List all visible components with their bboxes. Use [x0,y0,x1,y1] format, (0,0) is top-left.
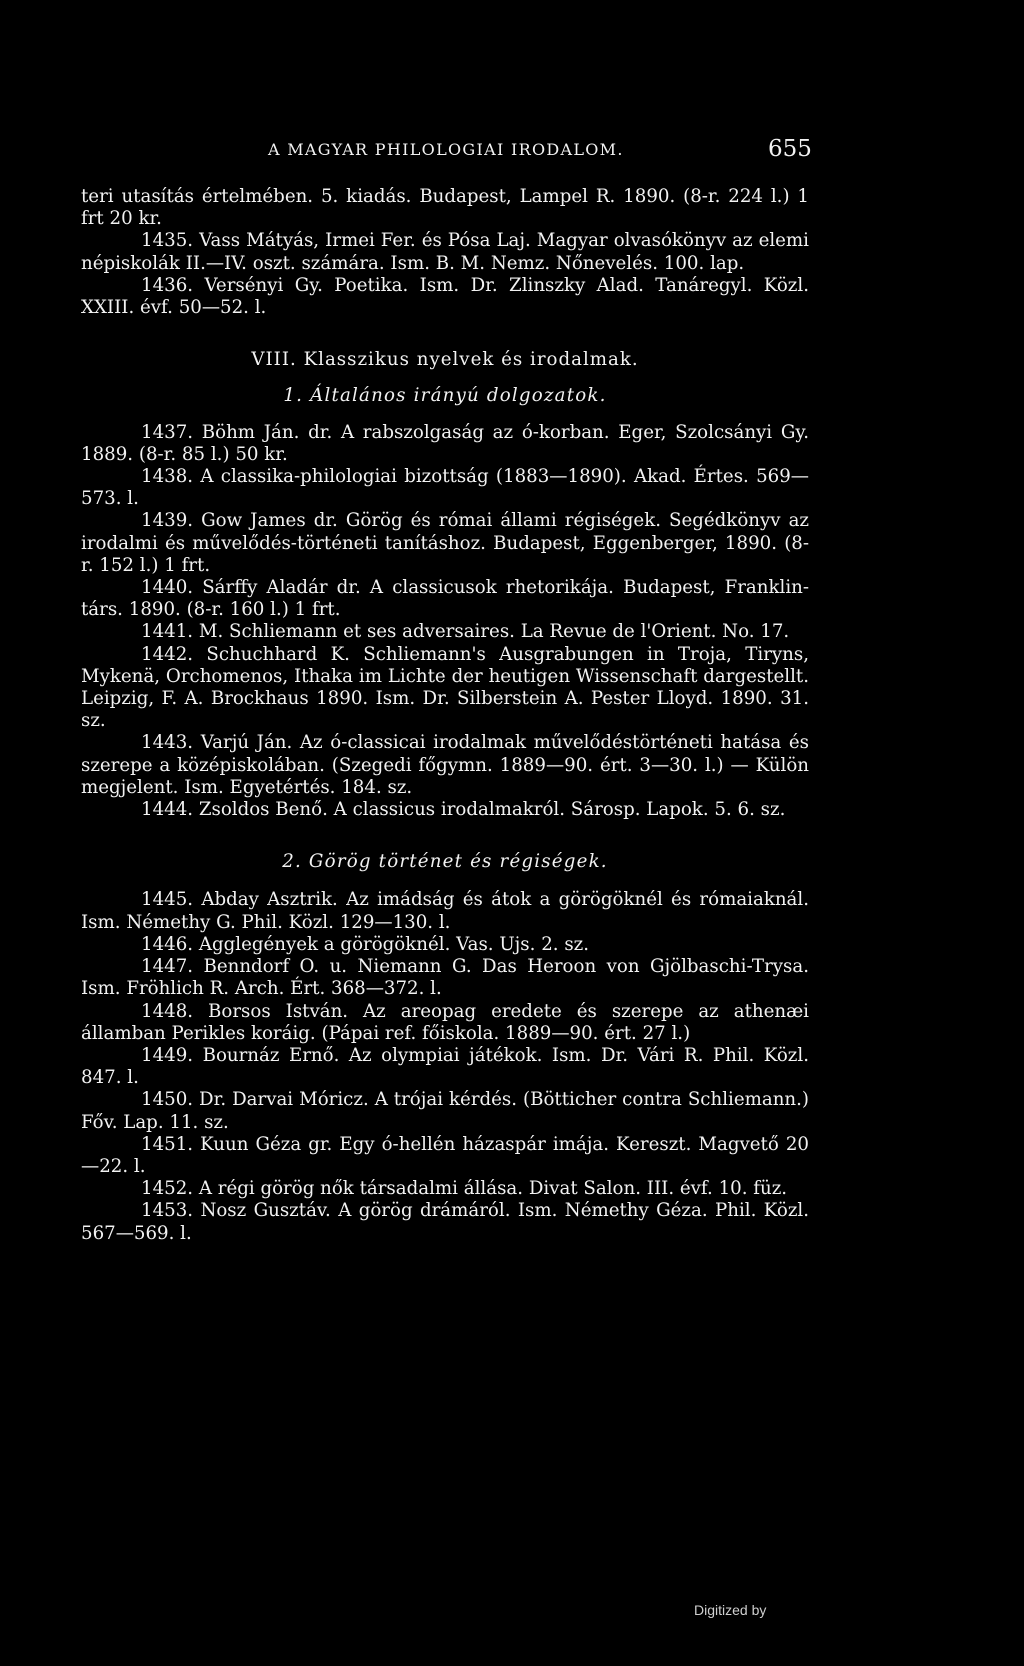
entry-1438: 1438. A classika-philologiai bizottság (1883—1890). Akad. Értes. 569—573. l. [81,466,809,510]
entry-1440: 1440. Sárffy Aladár dr. A classicusok rhetorikája. Budapest, Franklin-társ. 1890. (8-r. 160 l.) 1 frt. [81,577,809,621]
entry-1437: 1437. Böhm Ján. dr. A rabszolgaság az ó-korban. Eger, Szolcsányi Gy. 1889. (8-r. 85 l.) 50 kr. [81,421,809,465]
entry-continuation: teri utasítás értelmében. 5. kiadás. Budapest, Lampel R. 1890. (8-r. 224 l.) 1 frt 20 kr. [81,186,809,230]
entry-1439: 1439. Gow James dr. Görög és római állami régiségek. Segédkönyv az irodalmi és művelődés-történeti tanításhoz. Budapest, Eggenberger, 1890. (8-r. 152 l.) 1 frt. [81,510,809,576]
entry-1448: 1448. Borsos István. Az areopag eredete és szerepe az athenæi államban Perikles koráig. (Pápai ref. főiskola. 1889—90. ért. 27 l.) [81,1000,809,1044]
entry-1441: 1441. M. Schliemann et ses adversaires. La Revue de l'Orient. No. 17. [141,621,790,643]
entry-1452: 1452. A régi görög nők társadalmi állása. Divat Salon. III. évf. 10. füz. [141,1178,788,1200]
entry-1447: 1447. Benndorf O. u. Niemann G. Das Heroon von Gjölbaschi-Trysa. Ism. Fröhlich R. Arch. Ért. 368—372. l. [81,956,809,1000]
entry-1450: 1450. Dr. Darvai Móricz. A trójai kérdés. (Bötticher contra Schliemann.) Főv. Lap. 11. sz. [81,1089,809,1133]
page-number: 655 [768,136,812,162]
subsection-heading-2: 2. Görög történet és régiségek. [282,851,608,873]
entry-1449: 1449. Bournáz Ernő. Az olympiai játékok. Ism. Dr. Vári R. Phil. Közl. 847. l. [81,1044,809,1089]
entry-1436: 1436. Versényi Gy. Poetika. Ism. Dr. Zlinszky Alad. Tanáregyl. Közl. XXIII. évf. 50—52. l. [81,274,809,319]
bibliography-text [81,186,809,1245]
entry-1445: 1445. Abday Asztrik. Az imádság és átok a görögöknél és rómaiaknál. Ism. Némethy G. Phil. Közl. 129—130. l. [81,889,809,933]
entry-1442: 1442. Schuchhard K. Schliemann's Ausgrabungen in Troja, Tiryns, Mykenä, Orchomenos, Ithaka im Lichte der heutigen Wissenschaft dargestellt. Leipzig, F. A. Brockhaus 1890. Ism. Dr. Silberstein A. Pester Lloyd. 1890. 31. sz. [81,643,809,732]
entry-1446: 1446. Agglegények a görögöknél. Vas. Ujs. 2. sz. [141,933,590,955]
entry-1451: 1451. Kuun Géza gr. Egy ó-hellén házaspár imája. Kereszt. Magvető 20—22. l. [81,1133,809,1177]
page-header [0,136,1024,166]
entry-1435: 1435. Vass Mátyás, Irmei Fer. és Pósa Laj. Magyar olvasókönyv az elemi népiskolák II.—IV. oszt. számára. Ism. B. M. Nemz. Nőnevelés. 100. lap. [81,230,809,274]
subsection-heading-1: 1. Általános irányú dolgozatok. [283,385,607,407]
entry-1453: 1453. Nosz Gusztáv. A görög drámáról. Ism. Némethy Géza. Phil. Közl. 567—569. l. [81,1200,809,1244]
section-heading: VIII. Klasszikus nyelvek és irodalmak. [251,349,639,371]
digitized-by-watermark: Digitized by [694,1602,767,1618]
running-title: A MAGYAR PHILOLOGIAI IRODALOM. [268,140,624,159]
entry-1444: 1444. Zsoldos Benő. A classicus irodalmakról. Sárosp. Lapok. 5. 6. sz. [141,799,786,821]
entry-1443: 1443. Varjú Ján. Az ó-classicai irodalmak művelődéstörténeti hatása és szerepe a középiskolában. (Szegedi főgymn. 1889—90. ért. 3—30. l.) — Külön megjelent. Ism. Egyetértés. 184. sz. [81,732,809,798]
